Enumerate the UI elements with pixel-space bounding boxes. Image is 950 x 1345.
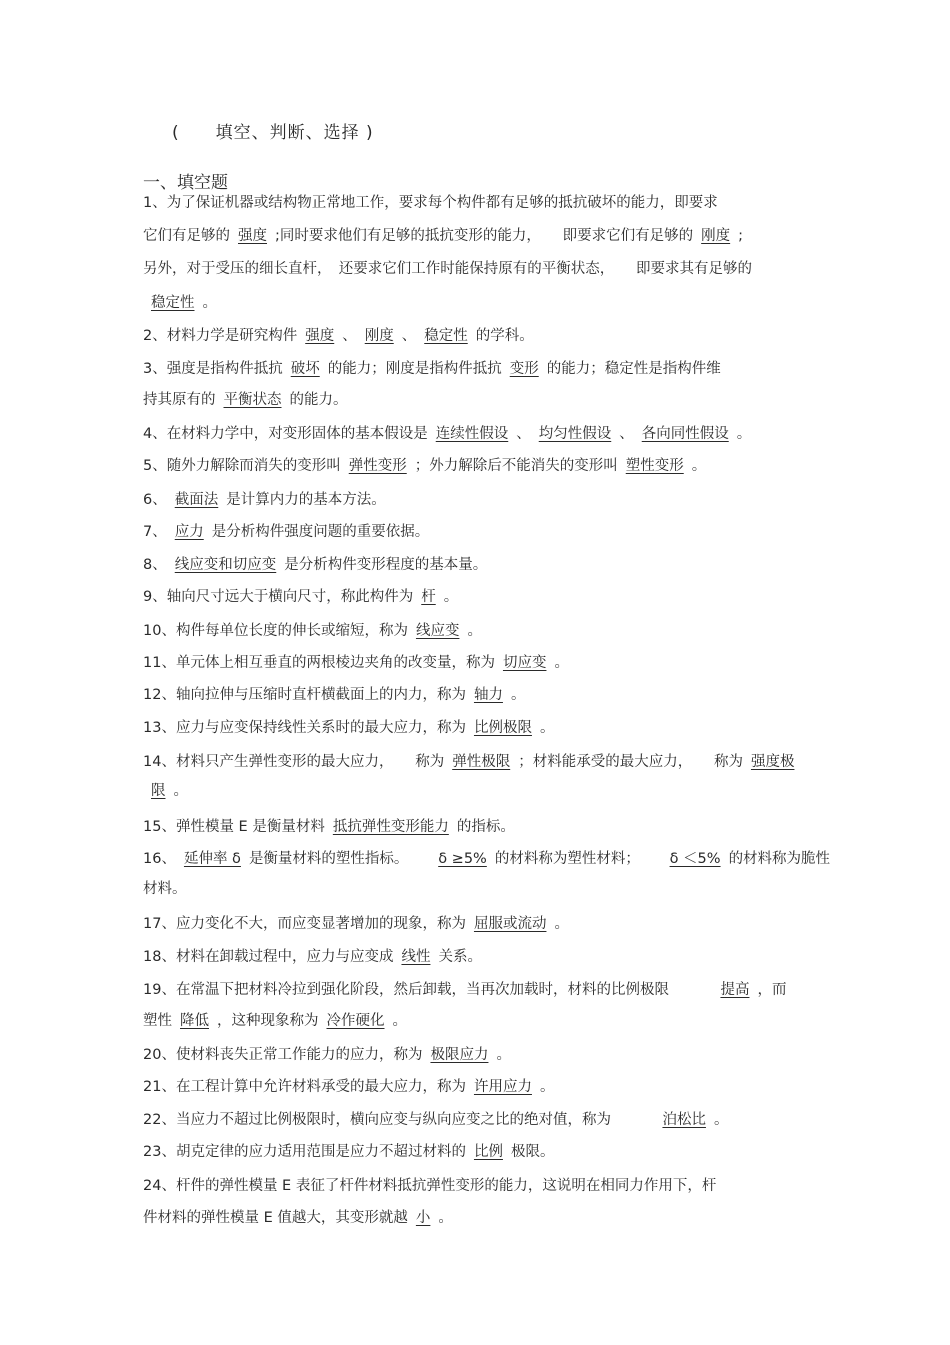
question-text: 2、材料力学是研究构件 <box>143 328 298 344</box>
question-text: 11、单元体上相互垂直的两根棱边夹角的改变量，称为 <box>143 655 495 671</box>
answer-blank: 刚度 <box>364 328 394 344</box>
answer-blank: 轴力 <box>473 687 503 703</box>
answer-blank: 塑性变形 <box>625 458 684 474</box>
question-line <box>143 653 569 673</box>
question-line <box>143 359 721 379</box>
question-line <box>143 1176 716 1196</box>
question-line <box>143 1208 453 1228</box>
answer-blank: 刚度 <box>701 228 731 244</box>
question-line <box>143 752 802 772</box>
question-line <box>143 424 751 444</box>
question-text: 是分析构件强度问题的重要依据。 <box>211 524 430 540</box>
question-text: 8、 <box>143 557 167 573</box>
question-text: 4、在材料力学中，对变形固体的基本假设是 <box>143 426 428 442</box>
question-text: ；外力解除后不能消失的变形叫 <box>414 458 618 474</box>
question-text: 的材料称为塑性材料； <box>494 851 662 867</box>
question-text: 。 <box>554 655 569 671</box>
answer-blank: 比例极限 <box>473 720 532 736</box>
answer-blank: 屈服或流动 <box>473 916 547 932</box>
question-text: 18、材料在卸载过程中，应力与应变成 <box>143 949 394 965</box>
question-text: 10、构件每单位长度的伸长或缩短，称为 <box>143 623 408 639</box>
question-line <box>143 390 348 410</box>
answer-blank: 平衡状态 <box>223 392 282 408</box>
answer-blank: 变形 <box>509 361 539 377</box>
question-text: 关系。 <box>438 949 482 965</box>
question-text: 24、杆件的弹性模量 E 表征了杆件材料抵抗弹性变形的能力，这说明在相同力作用下，杆 <box>143 1178 717 1194</box>
answer-blank: 抵抗弹性变形能力 <box>332 819 449 835</box>
question-line <box>143 1110 728 1130</box>
question-text: 7、 <box>143 524 167 540</box>
question-text: 。 <box>510 687 526 703</box>
answer-blank: 极限应力 <box>430 1047 489 1063</box>
question-text: 15、弹性模量 E 是衡量材料 <box>143 819 325 835</box>
question-text: 。 <box>736 426 752 442</box>
question-line <box>143 555 487 575</box>
question-text: 极限。 <box>510 1144 555 1160</box>
answer-blank: 泊松比 <box>662 1112 706 1128</box>
question-text: 。 <box>713 1112 729 1128</box>
answer-blank: 杆 <box>421 589 436 605</box>
question-text: 。 <box>438 1210 453 1226</box>
question-line <box>143 947 482 967</box>
answer-blank: 提高 <box>720 982 750 998</box>
question-text: 3、强度是指构件抵抗 <box>143 361 283 377</box>
question-text: 17、应力变化不大，而应变显著增加的现象，称为 <box>143 916 466 932</box>
question-text: 。 <box>443 589 459 605</box>
answer-blank: 连续性假设 <box>435 426 509 442</box>
question-text: 。 <box>202 295 217 311</box>
answer-blank: 线应变和切应变 <box>174 557 277 573</box>
answer-blank: 应力 <box>174 524 204 540</box>
question-text: 。 <box>539 1079 555 1095</box>
question-text: 的能力；稳定性是指构件维 <box>546 361 721 377</box>
answer-blank: δ ≥5% <box>438 851 487 867</box>
answer-blank: δ ＜5% <box>669 851 721 867</box>
question-line <box>143 685 525 705</box>
answer-blank: 稳定性 <box>424 328 468 344</box>
question-text: 的能力；刚度是指构件抵抗 <box>327 361 502 377</box>
answer-blank: 强度 <box>238 228 267 244</box>
question-line <box>143 879 187 899</box>
question-text: 、 <box>342 328 357 344</box>
question-text: 23、胡克定律的应力适用范围是应力不超过材料的 <box>143 1144 466 1160</box>
question-text: ;同时要求他们有足够的抵抗变形的能力， 即要求它们有足够的 <box>275 228 694 244</box>
question-text: 。 <box>173 783 188 799</box>
answer-blank: 冷作硬化 <box>326 1013 385 1029</box>
answer-blank: 许用应力 <box>473 1079 532 1095</box>
answer-blank: 稳定性 <box>151 295 195 311</box>
question-text: 13、应力与应变保持线性关系时的最大应力，称为 <box>143 720 466 736</box>
answer-blank: 强度 <box>305 328 335 344</box>
question-text: 、 <box>516 426 531 442</box>
question-text: 22、当应力不超过比例极限时，横向应变与纵向应变之比的绝对值，称为 <box>143 1112 655 1128</box>
answer-blank: 切应变 <box>502 655 547 671</box>
question-text: 19、在常温下把材料冷拉到强化阶段，然后卸载，当再次加载时，材料的比例极限 <box>143 982 713 998</box>
question-line <box>143 522 429 542</box>
answer-blank: 弹性变形 <box>348 458 407 474</box>
answer-blank: 降低 <box>180 1013 209 1029</box>
question-text: 、 <box>401 328 417 344</box>
question-text: 是分析构件变形程度的基本量。 <box>284 557 488 573</box>
question-text: 14、材料只产生弹性变形的最大应力， 称为 <box>143 754 445 770</box>
question-text: 9、轴向尺寸远大于横向尺寸，称此构件为 <box>143 589 414 605</box>
question-line <box>143 587 458 607</box>
question-line <box>143 259 752 279</box>
answer-blank: 小 <box>415 1210 431 1226</box>
question-line <box>143 817 515 837</box>
question-text: ，这种现象称为 <box>217 1013 319 1029</box>
question-line <box>143 849 830 869</box>
answer-blank: 限 <box>151 783 166 799</box>
question-line <box>143 1011 407 1031</box>
question-text: ; <box>738 228 744 244</box>
answer-blank: 截面法 <box>174 492 219 508</box>
question-text: 。 <box>554 916 569 932</box>
question-text: 。 <box>392 1013 407 1029</box>
answer-blank: 比例 <box>473 1144 503 1160</box>
answer-blank: 线性 <box>401 949 431 965</box>
question-line <box>143 490 386 510</box>
question-text: 材料。 <box>143 881 187 897</box>
question-text: 它们有足够的 <box>143 228 230 244</box>
question-line <box>143 718 554 738</box>
answer-blank: 延伸率 δ <box>183 851 241 867</box>
question-text: 21、在工程计算中允许材料承受的最大应力，称为 <box>143 1079 466 1095</box>
question-line <box>143 621 482 641</box>
answer-blank: 线应变 <box>415 623 460 639</box>
question-text: 的指标。 <box>456 819 515 835</box>
page-heading: ( 填空、判断、选择 ) <box>172 123 374 143</box>
question-text: 20、使材料丧失正常工作能力的应力，称为 <box>143 1047 423 1063</box>
answer-blank: 各向同性假设 <box>641 426 729 442</box>
answer-blank: 均匀性假设 <box>538 426 612 442</box>
question-text: 是计算内力的基本方法。 <box>226 492 386 508</box>
question-text: 的材料称为脆性 <box>728 851 831 867</box>
section-title: 一、填空题 <box>143 173 228 193</box>
question-text: 。 <box>539 720 555 736</box>
question-text: 16、 <box>143 851 176 867</box>
question-line <box>143 914 569 934</box>
question-text: ；材料能承受的最大应力， 称为 <box>518 754 743 770</box>
question-text: 的学科。 <box>475 328 534 344</box>
question-text: 6、 <box>143 492 167 508</box>
question-text: 、 <box>619 426 634 442</box>
question-text: 塑性 <box>143 1013 172 1029</box>
question-line <box>143 1045 511 1065</box>
question-line <box>143 1077 554 1097</box>
question-text: ，而 <box>757 982 787 998</box>
question-text: 5、随外力解除而消失的变形叫 <box>143 458 341 474</box>
answer-blank: 弹性极限 <box>452 754 511 770</box>
question-text: 12、轴向拉伸与压缩时直杆横截面上的内力，称为 <box>143 687 466 703</box>
question-line <box>143 980 786 1000</box>
question-text: 1、为了保证机器或结构物正常地工作，要求每个构件都有足够的抵抗破坏的能力，即要求 <box>143 195 718 211</box>
answer-blank: 强度极 <box>750 754 795 770</box>
question-line <box>143 193 718 213</box>
question-text: 持其原有的 <box>143 392 216 408</box>
question-line <box>143 226 743 246</box>
question-text: 是衡量材料的塑性指标。 <box>248 851 431 867</box>
question-text: 的能力。 <box>289 392 348 408</box>
question-line <box>143 293 217 313</box>
answer-blank: 破坏 <box>290 361 320 377</box>
question-text: 件材料的弹性模量 E 值越大，其变形就越 <box>143 1210 408 1226</box>
question-text: 。 <box>467 623 482 639</box>
question-line <box>143 781 188 801</box>
question-line <box>143 1142 554 1162</box>
question-text: 。 <box>496 1047 511 1063</box>
question-text: 另外，对于受压的细长直杆， 还要求它们工作时能保持原有的平衡状态， 即要求其有足够的 <box>143 261 752 277</box>
question-line <box>143 456 706 476</box>
question-line <box>143 326 534 346</box>
question-text: 。 <box>691 458 707 474</box>
